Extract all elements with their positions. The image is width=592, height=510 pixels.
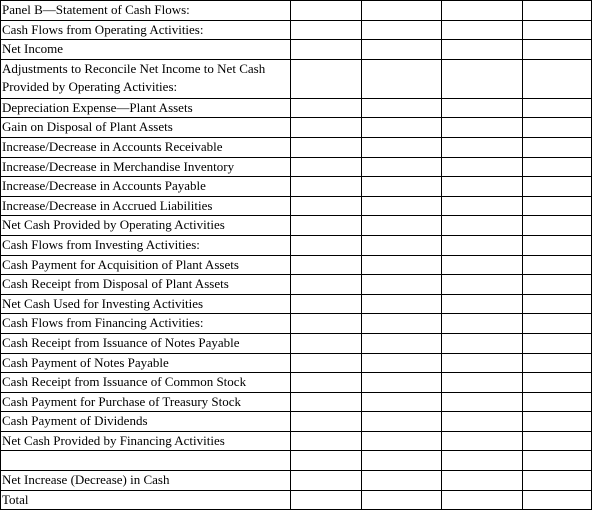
row-label: Panel B—Statement of Cash Flows: <box>1 1 291 21</box>
amount-cell[interactable] <box>523 451 592 471</box>
amount-cell[interactable] <box>291 431 362 451</box>
amount-cell[interactable] <box>291 40 362 60</box>
amount-cell[interactable] <box>523 137 592 157</box>
statement-row <box>1 490 592 510</box>
amount-cell[interactable] <box>523 471 592 491</box>
amount-cell[interactable] <box>291 275 362 295</box>
amount-cell[interactable] <box>442 255 523 275</box>
statement-row <box>1 451 592 471</box>
amount-cell[interactable] <box>362 137 442 157</box>
amount-cell[interactable] <box>362 490 442 510</box>
amount-cell[interactable] <box>442 275 523 295</box>
statement-row <box>1 137 592 157</box>
amount-cell[interactable] <box>291 451 362 471</box>
amount-cell[interactable] <box>442 196 523 216</box>
amount-cell[interactable] <box>523 40 592 60</box>
statement-row <box>1 20 592 40</box>
statement-row <box>1 412 592 432</box>
row-label <box>1 451 291 471</box>
amount-cell[interactable] <box>442 431 523 451</box>
amount-cell[interactable] <box>442 412 523 432</box>
statement-row <box>1 294 592 314</box>
amount-cell[interactable] <box>442 177 523 197</box>
statement-row <box>1 314 592 334</box>
amount-cell[interactable] <box>523 353 592 373</box>
statement-row <box>1 157 592 177</box>
row-label: Cash Receipt from Issuance of Notes Payable <box>1 333 291 353</box>
amount-cell[interactable] <box>362 177 442 197</box>
amount-cell[interactable] <box>362 412 442 432</box>
amount-cell[interactable] <box>362 235 442 255</box>
amount-cell[interactable] <box>291 137 362 157</box>
amount-cell[interactable] <box>442 118 523 138</box>
statement-row <box>1 373 592 393</box>
row-label: Cash Flows from Financing Activities: <box>1 314 291 334</box>
row-label: Increase/Decrease in Merchandise Inventory <box>1 157 291 177</box>
amount-cell[interactable] <box>442 216 523 236</box>
row-label: Cash Payment of Notes Payable <box>1 353 291 373</box>
row-label: Net Income <box>1 40 291 60</box>
amount-cell[interactable] <box>362 59 442 98</box>
amount-cell[interactable] <box>362 392 442 412</box>
amount-cell[interactable] <box>291 392 362 412</box>
amount-cell[interactable] <box>362 255 442 275</box>
amount-cell[interactable] <box>291 333 362 353</box>
amount-cell[interactable] <box>523 1 592 21</box>
statement-row <box>1 353 592 373</box>
row-label: Gain on Disposal of Plant Assets <box>1 118 291 138</box>
row-label: Cash Payment for Acquisition of Plant Assets <box>1 255 291 275</box>
amount-cell[interactable] <box>523 98 592 118</box>
amount-cell[interactable] <box>291 490 362 510</box>
row-label: Cash Payment of Dividends <box>1 412 291 432</box>
amount-cell[interactable] <box>523 20 592 40</box>
amount-cell[interactable] <box>442 157 523 177</box>
amount-cell[interactable] <box>291 196 362 216</box>
amount-cell[interactable] <box>291 98 362 118</box>
row-label: Cash Receipt from Disposal of Plant Assets <box>1 275 291 295</box>
statement-row <box>1 275 592 295</box>
amount-cell[interactable] <box>291 471 362 491</box>
statement-row <box>1 1 592 21</box>
amount-cell[interactable] <box>291 412 362 432</box>
amount-cell[interactable] <box>442 294 523 314</box>
row-label: Net Cash Used for Investing Activities <box>1 294 291 314</box>
amount-cell[interactable] <box>362 294 442 314</box>
amount-cell[interactable] <box>442 40 523 60</box>
amount-cell[interactable] <box>362 275 442 295</box>
amount-cell[interactable] <box>291 314 362 334</box>
amount-cell[interactable] <box>442 59 523 98</box>
amount-cell[interactable] <box>523 392 592 412</box>
statement-row <box>1 59 592 98</box>
amount-cell[interactable] <box>362 333 442 353</box>
amount-cell[interactable] <box>291 118 362 138</box>
amount-cell[interactable] <box>523 255 592 275</box>
amount-cell[interactable] <box>291 157 362 177</box>
amount-cell[interactable] <box>362 471 442 491</box>
amount-cell[interactable] <box>523 490 592 510</box>
row-label: Net Cash Provided by Financing Activities <box>1 431 291 451</box>
statement-body <box>1 1 592 510</box>
amount-cell[interactable] <box>523 412 592 432</box>
amount-cell[interactable] <box>442 98 523 118</box>
row-label: Cash Receipt from Issuance of Common Stock <box>1 373 291 393</box>
amount-cell[interactable] <box>442 353 523 373</box>
amount-cell[interactable] <box>523 157 592 177</box>
amount-cell[interactable] <box>442 314 523 334</box>
row-label: Depreciation Expense—Plant Assets <box>1 98 291 118</box>
amount-cell[interactable] <box>362 431 442 451</box>
amount-cell[interactable] <box>442 392 523 412</box>
amount-cell[interactable] <box>291 20 362 40</box>
amount-cell[interactable] <box>291 373 362 393</box>
amount-cell[interactable] <box>362 196 442 216</box>
row-label: Cash Payment for Purchase of Treasury Stock <box>1 392 291 412</box>
amount-cell[interactable] <box>362 40 442 60</box>
amount-cell[interactable] <box>523 373 592 393</box>
amount-cell[interactable] <box>291 59 362 98</box>
amount-cell[interactable] <box>362 118 442 138</box>
amount-cell[interactable] <box>362 451 442 471</box>
amount-cell[interactable] <box>362 20 442 40</box>
amount-cell[interactable] <box>442 137 523 157</box>
amount-cell[interactable] <box>362 216 442 236</box>
row-label: Net Increase (Decrease) in Cash <box>1 471 291 491</box>
amount-cell[interactable] <box>442 490 523 510</box>
statement-row <box>1 431 592 451</box>
row-label: Increase/Decrease in Accounts Receivable <box>1 137 291 157</box>
statement-row <box>1 216 592 236</box>
amount-cell[interactable] <box>442 1 523 21</box>
statement-row <box>1 392 592 412</box>
row-label: Increase/Decrease in Accrued Liabilities <box>1 196 291 216</box>
row-label: Net Cash Provided by Operating Activities <box>1 216 291 236</box>
row-label: Increase/Decrease in Accounts Payable <box>1 177 291 197</box>
row-label: Cash Flows from Operating Activities: <box>1 20 291 40</box>
amount-cell[interactable] <box>362 373 442 393</box>
statement-row <box>1 235 592 255</box>
amount-cell[interactable] <box>442 333 523 353</box>
statement-row <box>1 333 592 353</box>
amount-cell[interactable] <box>523 294 592 314</box>
statement-row <box>1 255 592 275</box>
statement-row <box>1 177 592 197</box>
statement-row <box>1 196 592 216</box>
statement-row <box>1 40 592 60</box>
row-label: Total <box>1 490 291 510</box>
amount-cell[interactable] <box>291 1 362 21</box>
amount-cell[interactable] <box>442 235 523 255</box>
amount-cell[interactable] <box>523 431 592 451</box>
amount-cell[interactable] <box>523 196 592 216</box>
amount-cell[interactable] <box>291 294 362 314</box>
amount-cell[interactable] <box>291 353 362 373</box>
amount-cell[interactable] <box>362 98 442 118</box>
amount-cell[interactable] <box>362 314 442 334</box>
amount-cell[interactable] <box>291 255 362 275</box>
amount-cell[interactable] <box>291 235 362 255</box>
amount-cell[interactable] <box>523 59 592 98</box>
statement-row <box>1 118 592 138</box>
row-label: Adjustments to Reconcile Net Income to Net Cash Provided by Operating Activities: <box>1 59 291 98</box>
row-label: Cash Flows from Investing Activities: <box>1 235 291 255</box>
amount-cell[interactable] <box>442 373 523 393</box>
amount-cell[interactable] <box>523 235 592 255</box>
amount-cell[interactable] <box>291 216 362 236</box>
amount-cell[interactable] <box>291 177 362 197</box>
amount-cell[interactable] <box>523 118 592 138</box>
amount-cell[interactable] <box>523 177 592 197</box>
statement-row <box>1 98 592 118</box>
amount-cell[interactable] <box>442 471 523 491</box>
amount-cell[interactable] <box>523 333 592 353</box>
statement-row <box>1 471 592 491</box>
amount-cell[interactable] <box>523 216 592 236</box>
amount-cell[interactable] <box>362 1 442 21</box>
amount-cell[interactable] <box>442 451 523 471</box>
amount-cell[interactable] <box>523 275 592 295</box>
amount-cell[interactable] <box>442 20 523 40</box>
amount-cell[interactable] <box>362 353 442 373</box>
amount-cell[interactable] <box>523 314 592 334</box>
amount-cell[interactable] <box>362 157 442 177</box>
